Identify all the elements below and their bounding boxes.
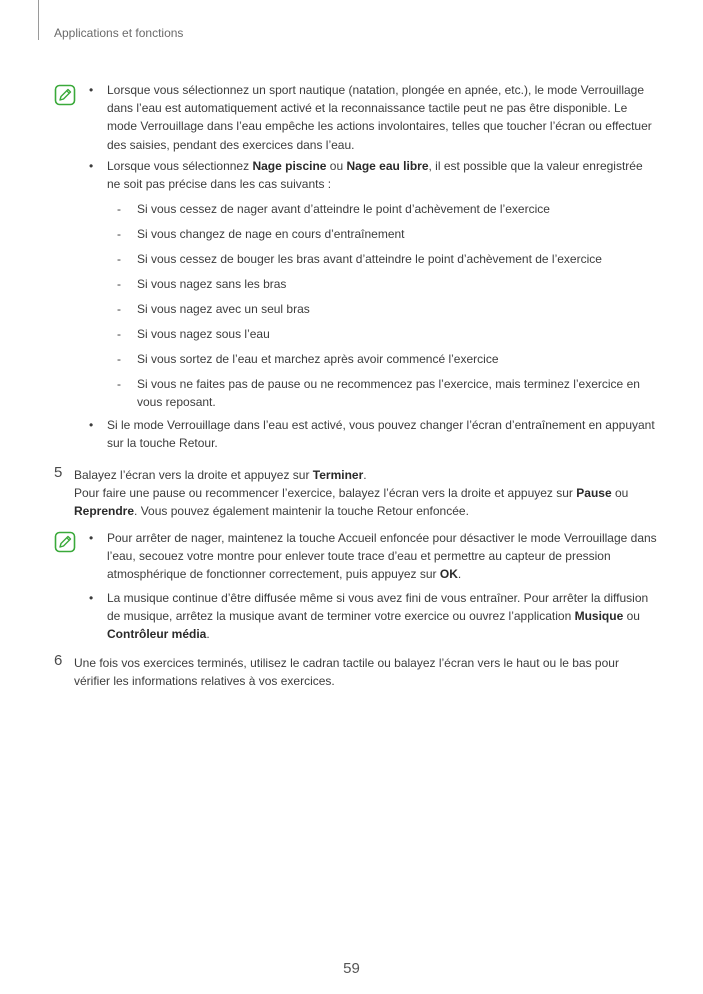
step-6-text: Une fois vos exercices terminés, utilisez le cadran tactile ou balayez l’écran vers le haut ou le bas pour vérifier les informations relatives à vos exercices.	[74, 656, 619, 689]
section-title: Applications et fonctions	[54, 26, 184, 40]
header-rule	[38, 0, 39, 40]
term-reprendre: Reprendre	[74, 504, 135, 519]
step-5	[54, 466, 654, 521]
note-2-bullet-1: • Pour arrêter de nager, maintenez la touche Accueil enfoncée pour désactiver le mode Verrouillage dans l’eau, secouez votre montre pour enlever toute trace d’eau et permettre au capteur de pression atmosphérique de fonctionner correctement, puis appuyez sur OK.	[88, 529, 658, 584]
sub-item-8: - Si vous ne faites pas de pause ou ne recommencez pas l’exercice, mais terminez l’exercice en vous reposant.	[107, 375, 658, 411]
term-musique: Musique	[574, 608, 624, 623]
sub-item-6: - Si vous nagez sous l’eau	[107, 325, 658, 343]
step-5-line-1: Balayez l’écran vers la droite et appuyez sur Terminer.	[74, 468, 367, 482]
note-pencil-icon	[54, 531, 76, 553]
step-number: 6	[54, 652, 63, 669]
sub-item-3: - Si vous cessez de bouger les bras avant d’atteindre le point d’achèvement de l’exercice	[107, 250, 658, 268]
sub-item-5: - Si vous nagez avec un seul bras	[107, 300, 658, 318]
step-number: 5	[54, 464, 63, 481]
note-1-bullet-1: • Lorsque vous sélectionnez un sport nautique (natation, plongée en apnée, etc.), le mode Verrouillage dans l’eau est automatiquement activé et la reconnaissance tactile peut ne pas être disponible. Le mode Verrouillage dans l’eau empêche les actions involontaires, telles que toucher l’écran ou effectuer des saisies, pendant des exercices dans l’eau.	[88, 81, 658, 154]
note-2-bullet-2: • La musique continue d’être diffusée même si vous avez fini de vous entraîner. Pour arrêter la diffusion de musique, arrêtez la musique avant de terminer votre exercice ou ouvrez l’application Musique ou Contrôleur média.	[88, 589, 658, 644]
step-5-line-2: Pour faire une pause ou recommencer l’exercice, balayez l’écran vers la droite et appuyez sur Pause ou Reprendre. Vous pouvez également maintenir la touche Retour enfoncée.	[74, 486, 629, 519]
sub-item-4: - Si vous nagez sans les bras	[107, 275, 658, 293]
step-6	[54, 654, 654, 690]
page-number: 59	[343, 960, 360, 977]
sub-item-2: - Si vous changez de nage en cours d’entraînement	[107, 225, 658, 243]
note-2-list	[88, 529, 658, 643]
note-pencil-icon	[54, 84, 76, 106]
term-ok: OK	[439, 567, 458, 582]
note-1-list	[88, 81, 658, 452]
term-pause: Pause	[576, 486, 612, 501]
sub-item-7: - Si vous sortez de l’eau et marchez après avoir commencé l’exercice	[107, 350, 658, 368]
term-nage-piscine: Nage piscine	[252, 158, 327, 173]
term-controleur-media: Contrôleur média	[107, 627, 207, 642]
sub-item-1: - Si vous cessez de nager avant d’atteindre le point d’achèvement de l’exercice	[107, 200, 658, 218]
term-nage-eau-libre: Nage eau libre	[346, 158, 429, 173]
term-terminer: Terminer	[312, 468, 364, 482]
note-1-bullet-3: • Si le mode Verrouillage dans l’eau est activé, vous pouvez changer l’écran d’entraînement en appuyant sur la touche Retour.	[88, 416, 658, 452]
note-1-bullet-2: • Lorsque vous sélectionnez Nage piscine ou Nage eau libre, il est possible que la valeur enregistrée ne soit pas précise dans les cas suivants :	[88, 157, 658, 193]
